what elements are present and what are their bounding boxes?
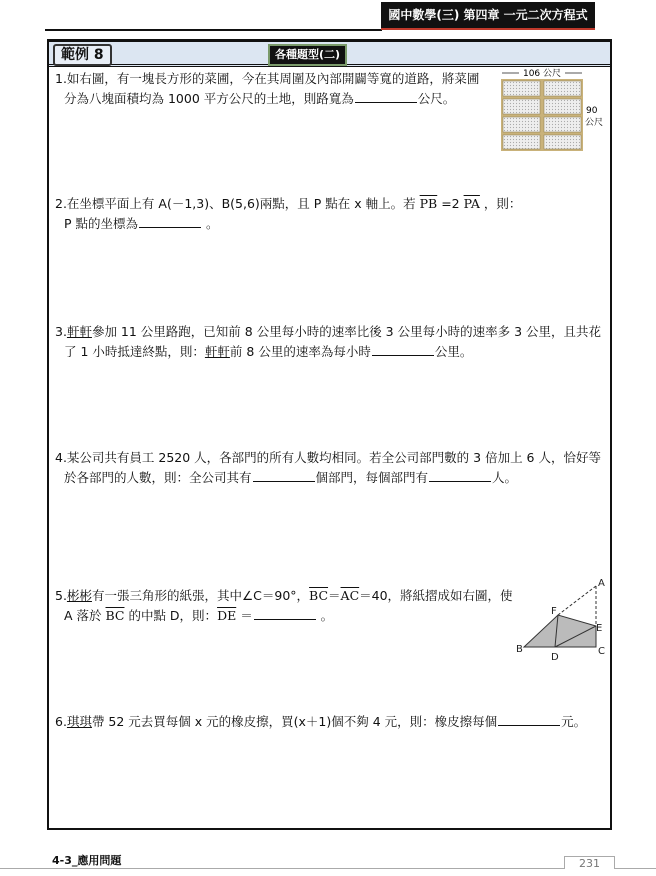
segment-notation: $\overline{PB}$ [419, 196, 438, 211]
question-text: 人。 [492, 470, 518, 485]
question-line [55, 214, 521, 234]
question-text: 有一張三角形的紙張，其中∠C＝90°， [91, 588, 310, 603]
answer-blank [254, 607, 316, 620]
question-line [55, 448, 601, 468]
question-text: =2 [437, 196, 464, 211]
garden-width-label: 106 公尺 [522, 69, 562, 79]
question-6 [55, 712, 586, 732]
point-label-f: F [551, 606, 557, 617]
question-text: 6. [55, 714, 67, 729]
question-text: 於各部門的人數，則：全公司其有 [64, 470, 252, 485]
question-text: 分為八塊面積均為 1000 平方公尺的土地，則路寬為 [64, 91, 354, 106]
question-line [55, 712, 586, 732]
garden-height-unit: 公尺 [585, 118, 604, 128]
point-label-c: C [598, 646, 605, 657]
question-text: 元。 [561, 714, 587, 729]
question-3 [55, 322, 601, 362]
person-name: 彬彬 [66, 588, 92, 603]
question-text: 前 8 公里的速率為每小時 [229, 344, 371, 359]
question-text: ＝ [236, 608, 253, 623]
point-label-b: B [516, 644, 523, 655]
question-line [55, 586, 513, 606]
question-5 [55, 586, 513, 626]
header-rule [45, 29, 382, 31]
question-text: 1.如右圖，有一塊長方形的菜圃，今在其周圍及內部開闢等寬的道路，將菜圃 [55, 71, 480, 86]
segment-notation: $\overline{AC}$ [340, 588, 360, 603]
question-text: 公尺。 [417, 91, 456, 106]
person-name: 琪琪 [66, 714, 92, 729]
answer-blank [355, 90, 417, 103]
question-text: ，則： [479, 196, 522, 211]
answer-blank [253, 469, 315, 482]
point-label-d: D [551, 652, 559, 663]
question-1 [55, 69, 479, 109]
garden-height-value: 90 [586, 106, 598, 116]
person-name: 軒軒 [66, 324, 92, 339]
point-label-a: A [598, 578, 605, 589]
question-2 [55, 194, 521, 234]
question-line [55, 69, 479, 89]
section-label: 4-3_應用問題 [52, 854, 122, 867]
answer-blank [372, 343, 434, 356]
question-text: 5. [55, 588, 67, 603]
question-text: 3. [55, 324, 67, 339]
example-frame [47, 39, 612, 830]
question-line [55, 606, 513, 626]
footer-rule [0, 868, 656, 869]
question-line [55, 342, 601, 362]
question-line [55, 322, 601, 342]
segment-notation: $\overline{BC}$ [105, 608, 125, 623]
question-text: ＝40，將紙摺成如右圖，使 [359, 588, 513, 603]
topic-label: 各種題型(二) [268, 44, 347, 66]
question-4 [55, 448, 601, 488]
question-text: P 點的坐標為 [64, 216, 139, 231]
question-line [55, 89, 479, 109]
example-label: 範例 8 [53, 44, 112, 66]
point-label-e: E [596, 623, 603, 634]
answer-blank [139, 215, 201, 228]
question-text: 。 [202, 216, 219, 231]
question-text: 4.某公司共有員工 2520 人，各部門的所有人數均相同。若全公司部門數的 3 倍加上 6 人，恰好等 [55, 450, 601, 465]
question-text: 個部門，每個部門有 [315, 470, 429, 485]
question-text: 帶 52 元去買每個 x 元的橡皮擦，買(x＋1)個不夠 4 元，則：橡皮擦每個 [91, 714, 498, 729]
question-line [55, 194, 521, 214]
page-number: 231 [564, 856, 615, 869]
segment-notation: $\overline{BC}$ [309, 588, 329, 603]
question-text: ＝ [328, 588, 341, 603]
segment-notation: $\overline{DE}$ [217, 608, 237, 623]
question-text: 。 [316, 608, 334, 623]
answer-blank [429, 469, 491, 482]
question-text: 參加 11 公里路跑，已知前 8 公里每小時的速率比後 3 公里每小時的速率多 3 公里，且共花 [91, 324, 602, 339]
example-title-bar [49, 42, 610, 67]
question-line [55, 468, 601, 488]
question-text: 公里。 [434, 344, 473, 359]
chapter-title: 國中數學(三) 第四章 一元二次方程式 [381, 2, 595, 30]
folded-triangle-figure [513, 576, 608, 668]
segment-notation: $\overline{PA}$ [463, 196, 480, 211]
garden-figure [497, 66, 612, 154]
question-text: 2.在坐標平面上有 A(－1,3)、B(5,6)兩點，且 P 點在 x 軸上。若 [55, 196, 420, 211]
question-text: 的中點 D，則： [124, 608, 218, 623]
question-text: 了 1 小時抵達終點，則： [64, 344, 205, 359]
question-text: A 落於 [64, 608, 106, 623]
person-name: 軒軒 [204, 344, 230, 359]
answer-blank [498, 713, 560, 726]
